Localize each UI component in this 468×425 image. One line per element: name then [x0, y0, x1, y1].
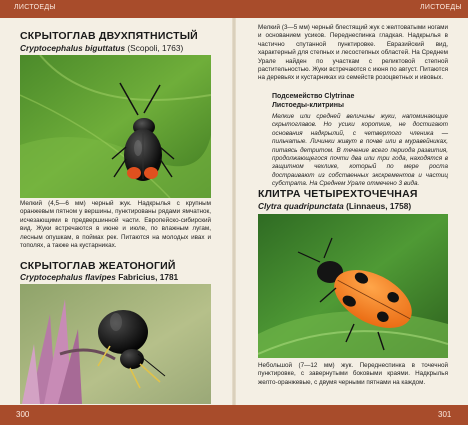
entry-title-2: СКРЫТОГЛАВ ЖЕАТОНОГИЙ: [20, 260, 176, 272]
continued-text: Мелкий (3—5 мм) черный блестящий жук с желтоватыми ногами и основанием усиков. Переднеспинка гладкая. Надкрылья в частично спутанной пунктировке. Евразийский вид, характерный для степных и лесостепных областей. На Среднем Урале найден по участкам с реликтовой степной растительностью. Жуки встречаются с июня по август. Питаются на деревьях и кустарниках из семейств розоцветных и ивовых.: [258, 24, 448, 82]
page-number-right: 301: [438, 410, 452, 419]
entry-latin-3: [258, 201, 411, 211]
beetle-photo-1: [20, 55, 211, 198]
header-band: [0, 0, 468, 18]
page-number-left: 300: [16, 410, 30, 419]
latin-author-3: (Linnaeus, 1758): [346, 201, 412, 211]
entry-title-1: СКРЫТОГЛАВ ДВУХПЯТНИСТЫЙ: [20, 30, 198, 42]
entry-latin-1: [20, 43, 183, 53]
beetle-photo-3: [258, 214, 448, 358]
beetle-photo-2: [20, 284, 211, 404]
subfamily-text: Мелкие или средней величины жуки, напоминающие скрытоглавов. Но усики короткие, не достигают основания надкрылий, с четвертого членика — пильчатые. Личинки живут в почве или в муравейниках, питаясь детритом. В течение всего периода развития, продолжающегося почти два или три года, находятся в защитном чехлике, который по мере роста достраивают из собственных экскрементов и частиц субстрата. На Среднем Урале отмечено 3 вида.: [272, 113, 448, 188]
subfamily-title: Подсемейство Clytrinae: [272, 93, 355, 100]
entry-text-3: Небольшой (7—12 мм) жук. Переднеспинка в точечной пунктировке, с завернутыми боковыми краями. Надкрылья желто-оранжевые, с двумя черными пятнами на каждом.: [258, 362, 448, 386]
entry-latin-2: [20, 272, 178, 282]
entry-title-3: КЛИТРА ЧЕТЫРЕХТОЧЕЧНАЯ: [258, 188, 418, 200]
latin-name-1: Cryptocephalus biguttatus: [20, 43, 126, 53]
running-head-left: ЛИСТОЕДЫ: [14, 4, 56, 11]
latin-author-2: Fabricius, 1781: [118, 272, 179, 282]
running-head-right: ЛИСТОЕДЫ: [420, 4, 462, 11]
entry-text-1: Мелкий (4,5—6 мм) черный жук. Надкрылья с крупным оранжевым пятном у вершины, пунктированы рядами ямчатнок, исчезающими в предвершинной части. Европейско-сибирский вид. Жуки встречаются в июне и июле, по влажным лугам, лесным опушкам, в поймах рек. Питаются на молодых ивах и тополях, а также на кустарниках.: [20, 200, 211, 250]
footer-band: [0, 405, 468, 425]
latin-name-3: Clytra quadripunctata: [258, 201, 344, 211]
left-page: [0, 18, 232, 405]
right-page: [236, 18, 468, 405]
subfamily-title-ru: Листоеды-клитрины: [272, 102, 344, 109]
latin-name-2: Cryptocephalus flavipes: [20, 272, 116, 282]
latin-author-1: (Scopoli, 1763): [127, 43, 184, 53]
